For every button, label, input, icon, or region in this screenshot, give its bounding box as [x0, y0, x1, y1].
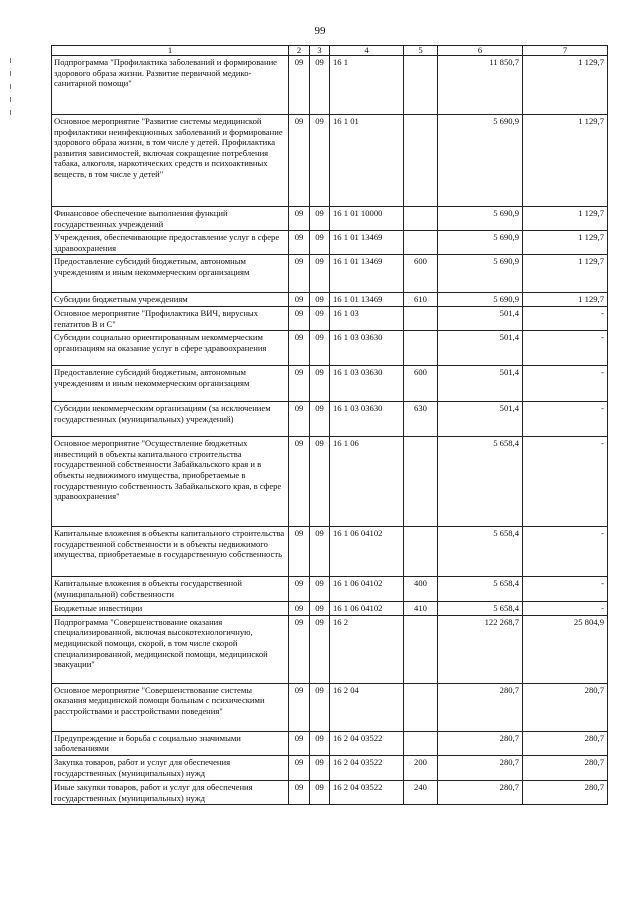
- row-name: Предоставление субсидий бюджетным, автономным учреждениям и иным некоммерческим организациям: [52, 255, 289, 293]
- row-target-code: 16 1 03 03630: [330, 366, 404, 402]
- row-amount-total: 5 690,9: [438, 207, 523, 231]
- row-amount-total: 280,7: [438, 755, 523, 780]
- row-section: 09: [289, 527, 310, 577]
- row-expense-type: [404, 683, 438, 731]
- row-name: Предоставление субсидий бюджетным, автономным учреждениям и иным некоммерческим организациям: [52, 366, 289, 402]
- table-row: [52, 780, 608, 804]
- row-name: Иные закупки товаров, работ и услуг для обеспечения государственных (муниципальных) нужд: [52, 780, 289, 804]
- row-amount-federal: -: [523, 602, 608, 616]
- row-target-code: 16 1 06 04102: [330, 527, 404, 577]
- table-row: [52, 56, 608, 115]
- col-header-1: 1: [52, 46, 289, 56]
- row-target-code: 16 1: [330, 56, 404, 115]
- row-subsection: 09: [310, 56, 330, 115]
- row-amount-total: 501,4: [438, 331, 523, 366]
- row-section: 09: [289, 331, 310, 366]
- row-amount-federal: 1 129,7: [523, 255, 608, 293]
- row-expense-type: 630: [404, 402, 438, 437]
- row-amount-total: 501,4: [438, 402, 523, 437]
- row-expense-type: 410: [404, 602, 438, 616]
- table-row: [52, 437, 608, 527]
- row-amount-federal: 25 804,9: [523, 615, 608, 683]
- row-name: Основное мероприятие "Профилактика ВИЧ, вирусных гепатитов В и С": [52, 306, 289, 330]
- page-number: 99: [314, 25, 326, 37]
- row-amount-federal: -: [523, 402, 608, 437]
- row-target-code: 16 1 06 04102: [330, 577, 404, 602]
- row-amount-federal: -: [523, 527, 608, 577]
- row-expense-type: 600: [404, 255, 438, 293]
- row-target-code: 16 1 01 13469: [330, 255, 404, 293]
- col-header-3: 3: [310, 46, 330, 56]
- row-expense-type: 610: [404, 293, 438, 307]
- row-amount-federal: 1 129,7: [523, 293, 608, 307]
- row-subsection: 09: [310, 602, 330, 616]
- row-section: 09: [289, 255, 310, 293]
- row-name: Финансовое обеспечение выполнения функций государственных учреждений: [52, 207, 289, 231]
- row-section: 09: [289, 731, 310, 755]
- row-subsection: 09: [310, 331, 330, 366]
- row-target-code: 16 1 01 10000: [330, 207, 404, 231]
- row-section: 09: [289, 437, 310, 527]
- margin-marks: [10, 58, 14, 123]
- table-row: [52, 527, 608, 577]
- row-section: 09: [289, 56, 310, 115]
- table-row: [52, 602, 608, 616]
- row-name: Закупка товаров, работ и услуг для обеспечения государственных (муниципальных) нужд: [52, 755, 289, 780]
- row-name: Капитальные вложения в объекты капитального строительства государственной собственности и в объекты недвижимого имущества, приобретаемые в государственную собственность: [52, 527, 289, 577]
- row-amount-total: 5 690,9: [438, 115, 523, 207]
- row-name: Подпрограмма "Совершенствование оказания специализированной, включая высокотехнологичную, медицинской помощи, скорой, в том числе скорой специализированной, медицинской помощи, медицинской эвакуации": [52, 615, 289, 683]
- row-target-code: 16 2 04 03522: [330, 731, 404, 755]
- row-section: 09: [289, 231, 310, 255]
- row-subsection: 09: [310, 437, 330, 527]
- row-amount-federal: 280,7: [523, 683, 608, 731]
- row-name: Основное мероприятие "Развитие системы медицинской профилактики неинфекционных заболеваний и формирование здорового образа жизни, в том числе у детей. Профилактика развития зависимостей, включая сокращение потребления табака, алкоголя, наркотических средств и психоактивных веществ, в том числе у детей": [52, 115, 289, 207]
- row-name: Субсидии бюджетным учреждениям: [52, 293, 289, 307]
- row-amount-federal: 280,7: [523, 755, 608, 780]
- col-header-5: 5: [404, 46, 438, 56]
- row-expense-type: [404, 331, 438, 366]
- row-section: 09: [289, 683, 310, 731]
- row-target-code: 16 1 03: [330, 306, 404, 330]
- table-row: [52, 207, 608, 231]
- row-amount-total: 5 658,4: [438, 437, 523, 527]
- row-amount-total: 501,4: [438, 366, 523, 402]
- row-name: Капитальные вложения в объекты государственной (муниципальной) собственности: [52, 577, 289, 602]
- table-row: [52, 577, 608, 602]
- row-target-code: 16 1 06 04102: [330, 602, 404, 616]
- row-name: Подпрограмма "Профилактика заболеваний и формирование здорового образа жизни. Развитие первичной медико-санитарной помощи": [52, 56, 289, 115]
- row-expense-type: [404, 56, 438, 115]
- row-subsection: 09: [310, 231, 330, 255]
- row-target-code: 16 1 03 03630: [330, 331, 404, 366]
- row-amount-federal: -: [523, 437, 608, 527]
- row-amount-federal: 1 129,7: [523, 56, 608, 115]
- row-amount-federal: 280,7: [523, 780, 608, 804]
- table-row: [52, 331, 608, 366]
- row-subsection: 09: [310, 577, 330, 602]
- row-amount-total: 5 658,4: [438, 577, 523, 602]
- col-header-7: 7: [523, 46, 608, 56]
- row-target-code: 16 2 04 03522: [330, 780, 404, 804]
- row-expense-type: [404, 207, 438, 231]
- row-subsection: 09: [310, 527, 330, 577]
- row-amount-federal: -: [523, 577, 608, 602]
- table-row: [52, 366, 608, 402]
- header-row: [52, 46, 608, 56]
- row-subsection: 09: [310, 755, 330, 780]
- col-header-2: 2: [289, 46, 310, 56]
- table-row: [52, 683, 608, 731]
- row-section: 09: [289, 577, 310, 602]
- row-expense-type: 600: [404, 366, 438, 402]
- row-target-code: 16 1 01 13469: [330, 231, 404, 255]
- table-row: [52, 402, 608, 437]
- row-expense-type: [404, 115, 438, 207]
- row-expense-type: 240: [404, 780, 438, 804]
- row-amount-total: 5 690,9: [438, 231, 523, 255]
- row-target-code: 16 1 03 03630: [330, 402, 404, 437]
- table-row: [52, 306, 608, 330]
- col-header-4: 4: [330, 46, 404, 56]
- row-subsection: 09: [310, 293, 330, 307]
- row-target-code: 16 2: [330, 615, 404, 683]
- table-row: [52, 255, 608, 293]
- row-subsection: 09: [310, 306, 330, 330]
- row-amount-total: 122 268,7: [438, 615, 523, 683]
- row-section: 09: [289, 615, 310, 683]
- row-amount-federal: 1 129,7: [523, 207, 608, 231]
- row-name: Бюджетные инвестиции: [52, 602, 289, 616]
- row-name: Предупреждение и борьба с социально значимыми заболеваниями: [52, 731, 289, 755]
- table-row: [52, 293, 608, 307]
- row-subsection: 09: [310, 255, 330, 293]
- row-expense-type: [404, 527, 438, 577]
- row-name: Основное мероприятие "Осуществление бюджетных инвестиций в объекты капитального строительства государственной собственности Забайкальского края и в объекты недвижимого имущества, приобретаемые в государственную собственность Забайкальского края, в сфере здравоохранения": [52, 437, 289, 527]
- row-amount-total: 5 690,9: [438, 255, 523, 293]
- row-amount-federal: -: [523, 331, 608, 366]
- row-subsection: 09: [310, 615, 330, 683]
- row-amount-federal: -: [523, 306, 608, 330]
- row-name: Учреждения, обеспечивающие предоставление услуг в сфере здравоохранения: [52, 231, 289, 255]
- row-target-code: 16 1 01: [330, 115, 404, 207]
- budget-table: [51, 45, 608, 805]
- row-amount-total: 501,4: [438, 306, 523, 330]
- row-expense-type: 200: [404, 755, 438, 780]
- row-subsection: 09: [310, 366, 330, 402]
- row-target-code: 16 2 04 03522: [330, 755, 404, 780]
- row-section: 09: [289, 780, 310, 804]
- row-amount-total: 280,7: [438, 683, 523, 731]
- row-name: Субсидии некоммерческим организациям (за исключением государственных (муниципальных) учреждений): [52, 402, 289, 437]
- row-amount-federal: 1 129,7: [523, 231, 608, 255]
- row-subsection: 09: [310, 683, 330, 731]
- table-row: [52, 755, 608, 780]
- row-expense-type: [404, 731, 438, 755]
- row-expense-type: 400: [404, 577, 438, 602]
- col-header-6: 6: [438, 46, 523, 56]
- row-amount-federal: 1 129,7: [523, 115, 608, 207]
- table-row: [52, 731, 608, 755]
- row-name: Субсидии социально ориентированным некоммерческим организациям на оказание услуг в сфере здравоохранения: [52, 331, 289, 366]
- row-section: 09: [289, 306, 310, 330]
- row-expense-type: [404, 437, 438, 527]
- row-amount-total: 280,7: [438, 731, 523, 755]
- row-section: 09: [289, 402, 310, 437]
- row-amount-total: 11 850,7: [438, 56, 523, 115]
- row-subsection: 09: [310, 780, 330, 804]
- row-amount-federal: -: [523, 366, 608, 402]
- row-amount-federal: 280,7: [523, 731, 608, 755]
- row-subsection: 09: [310, 115, 330, 207]
- table-row: [52, 615, 608, 683]
- row-section: 09: [289, 755, 310, 780]
- row-subsection: 09: [310, 402, 330, 437]
- row-name: Основное мероприятие "Совершенствование системы оказания медицинской помощи больным с психическими расстройствами и расстройствами поведения": [52, 683, 289, 731]
- row-expense-type: [404, 231, 438, 255]
- row-amount-total: 280,7: [438, 780, 523, 804]
- row-amount-total: 5 690,9: [438, 293, 523, 307]
- row-subsection: 09: [310, 731, 330, 755]
- row-subsection: 09: [310, 207, 330, 231]
- row-section: 09: [289, 115, 310, 207]
- row-target-code: 16 1 01 13469: [330, 293, 404, 307]
- table-row: [52, 231, 608, 255]
- table-row: [52, 115, 608, 207]
- row-amount-total: 5 658,4: [438, 602, 523, 616]
- row-expense-type: [404, 615, 438, 683]
- row-target-code: 16 1 06: [330, 437, 404, 527]
- row-section: 09: [289, 293, 310, 307]
- row-expense-type: [404, 306, 438, 330]
- row-amount-total: 5 658,4: [438, 527, 523, 577]
- row-section: 09: [289, 602, 310, 616]
- row-section: 09: [289, 366, 310, 402]
- row-section: 09: [289, 207, 310, 231]
- row-target-code: 16 2 04: [330, 683, 404, 731]
